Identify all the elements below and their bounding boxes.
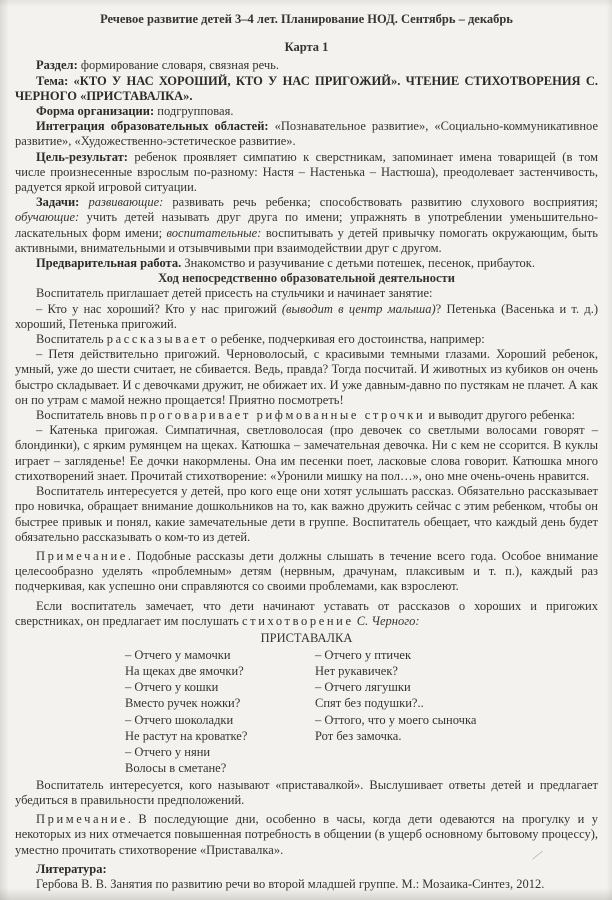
page-header (15, 12, 598, 27)
text-run: обучающие: (15, 210, 80, 225)
text-run: Раздел: (36, 58, 78, 73)
poem-line: Нет рукавичек? (315, 664, 398, 679)
text-run: Речевое развитие детей 3–4 лет. Планирование НОД. Сентябрь – декабрь (100, 12, 513, 26)
bibliography-entry (15, 877, 598, 892)
paragraph (15, 408, 598, 423)
paragraph (15, 332, 598, 347)
text-run: . Подобные рассказы дети должны слышать в течение всего года. Особое внимание целесообразно уделять «проблемным» детям (нервным, драчунам, плаксивым и т. п.), каждый раз подчеркивая, как успешно они справляются со своими проблемами, как взрослеют. (15, 548, 598, 594)
text-run: Примечание (36, 812, 128, 827)
text-run: «Познавательное развитие», «Социально-коммуникативное развитие», «Художественно-эстетическое развитие». (15, 119, 598, 149)
text-run: . В последующие дни, особенно в часы, когда дети одеваются на прогулку и у некоторых из них отмечается повышенная потребность в общении (в ущерб основному бытовому процессу), уместно прочитать стихотворение «Приставалка». (15, 812, 598, 857)
text-run: Гербова В. В. Занятия по развитию речи во второй младшей группе. М.: Мозаика-Синтез, 2012. (36, 877, 545, 892)
paragraph (15, 286, 598, 301)
text-run: Воспитатель вновь (36, 408, 141, 423)
paragraph (15, 104, 598, 119)
text-run: воспитывать у детей привычку помогать окружающим, быть активными, внимательными и отзывчивыми при взаимодействии друг с другом. (15, 225, 598, 255)
paragraph (15, 150, 598, 196)
paragraph (15, 347, 598, 408)
document-content (15, 8, 598, 892)
paragraph (15, 256, 598, 271)
text-run: подгрупповая. (154, 104, 234, 119)
poem-line: Не растут на кроватке? (125, 728, 248, 743)
text-run: Примечание (36, 548, 128, 563)
poem-line: – Отчего у мамочки (125, 648, 231, 663)
text-run: воспитательные: (166, 225, 262, 240)
paragraph (15, 484, 598, 545)
text-run: Воспитатель приглашает детей присесть на стульчики и начинает занятие: (36, 286, 433, 301)
text-run: Воспитатель интересуется, кого называют «приставалкой». Выслушивает ответы детей и предлагает убедиться в правильности предположений. (15, 777, 598, 808)
text-run: учить детей называть друг друга по имени; упражнять в употреблении уменьшительно-ласкательных форм имени; (15, 210, 598, 240)
poem-line: – Оттого, что у моего сыночка (315, 712, 477, 727)
text-run: Интеграция образовательных областей: (36, 119, 269, 134)
text-run: Воспитатель интересуется у детей, про кого еще они хотят услышать рассказ. Обязательно рассказывает про новичка, обращает внимание дошкольников на то, как важно дружить сейчас с этим ребенком, чтобы он быстрее привык и понял, какие замечательные дети в группе. Воспитатель обещает, что каждый день будет обязательно рассказывать о ком-то из детей. (15, 484, 598, 544)
poem-line: Вместо ручек ножки? (125, 696, 241, 711)
note-paragraph (15, 812, 598, 858)
paragraph (15, 862, 598, 877)
text-run: ребенок проявляет симпатию к сверстникам, запоминает имена товарищей (в том числе произнесенные взрослым по-разному: Настя – Настенька – Настюша), преодолевает застенчивость, радуется яркой игровой ситуации. (15, 149, 598, 195)
text-run: и выводит другого ребенка: (425, 408, 576, 423)
text-run: стихотворение (242, 613, 354, 628)
text-run: Форма организации: (36, 104, 155, 119)
card-title (15, 40, 598, 55)
text-run: Воспитатель (36, 332, 107, 347)
note-paragraph (15, 549, 598, 595)
paragraph (15, 119, 598, 149)
pen-mark: ∕ (533, 848, 542, 864)
text-run: проговаривает рифмованные строчки (140, 408, 426, 423)
text-run: Цель-результат: (36, 149, 128, 164)
text-run: – Петя действительно пригожий. Черноволосый, с красивыми темными глазами. Хороший ребенок, умный, уже до шести считает, не сбивается. Ведь, правда? Тогда посчитай. И животных из кубиков он очень быстро складывает. И с девочками дружит, не обижает их. И уже давным-давно по пустякам не плачет. А как он по утрам с мамой нежно прощается! Приятно посмотреть! (15, 347, 598, 407)
poem-line: – Отчего у птичек (315, 648, 412, 663)
poem-line: На щеках две ямочки? (125, 664, 244, 679)
text-run: Карта 1 (284, 40, 329, 55)
poem-column (315, 647, 476, 776)
poem-line: Спят без подушки?.. (315, 696, 424, 711)
text-run: о ребенке, подчеркивая его достоинства, например: (207, 332, 485, 347)
text-run: рассказывает (106, 332, 208, 347)
section-heading (15, 271, 598, 286)
text-run: – Кто у нас хороший? Кто у нас пригожий (36, 301, 282, 316)
paragraph (15, 58, 598, 73)
poem-line: – Отчего у няни (125, 744, 211, 759)
text-run: Предварительная работа. (36, 256, 182, 271)
text-run: ПРИСТАВАЛКА (260, 630, 353, 645)
paragraph (15, 74, 598, 104)
text-run: Если воспитатель замечает, что дети начинают уставать от рассказов о хороших и пригожих сверстниках, он предлагает им послушать (15, 598, 598, 628)
poem-title (15, 631, 598, 646)
text-run: Тема: «КТО У НАС ХОРОШИЙ, КТО У НАС ПРИГОЖИЙ». ЧТЕНИЕ СТИХОТВОРЕНИЯ С. ЧЕРНОГО «ПРИСТАВАЛКА». (15, 73, 598, 103)
poem-line: – Отчего лягушки (315, 680, 411, 695)
paragraph (15, 599, 598, 629)
text-run: С. Черного: (356, 613, 420, 628)
paragraph (15, 778, 598, 808)
paragraph (15, 302, 598, 332)
poem-line: Волосы в сметане? (125, 760, 227, 775)
text-run: Ход непосредственно образовательной деятельности (158, 271, 455, 286)
poem-column (125, 647, 315, 776)
text-run: Задачи: (36, 195, 89, 210)
poem-line: – Отчего у кошки (125, 680, 219, 695)
text-run: – Катенька пригожая. Симпатичная, светловолосая (про девочек со светлыми волосами говорят – блондинки), с ярким румянцем на щеках. Катюшка – замечательная девочка. Ни с кем не ссорится. В куклы играет – загляденье! Ее дочки накормлены. Она им песенки поет, ласковые слова говорит. Катюшка много стихотворений знает. Прочитай стихотворение: «Уронили мишку на пол…», оно мне очень-очень нравится. (15, 423, 598, 483)
poem-line: – Отчего шоколадки (125, 712, 234, 727)
text-run: развивающие: (88, 195, 164, 210)
text-run: Знакомство и разучивание с детьми потешек, песенок, прибауток. (181, 256, 535, 271)
paragraph (15, 423, 598, 484)
poem (15, 647, 598, 776)
text-run: формирование словаря, связная речь. (77, 58, 279, 73)
text-run: Литература: (36, 861, 107, 876)
text-run: (выводит в центр малыша) (281, 301, 436, 316)
text-run: развивать речь ребенка; способствовать развитию слухового восприятия; (163, 195, 598, 210)
text-run: ? Петенька (Васенька и т. д.) хороший, Петенька пригожий. (15, 301, 598, 331)
paragraph (15, 195, 598, 256)
poem-line: Рот без замочка. (315, 728, 402, 743)
